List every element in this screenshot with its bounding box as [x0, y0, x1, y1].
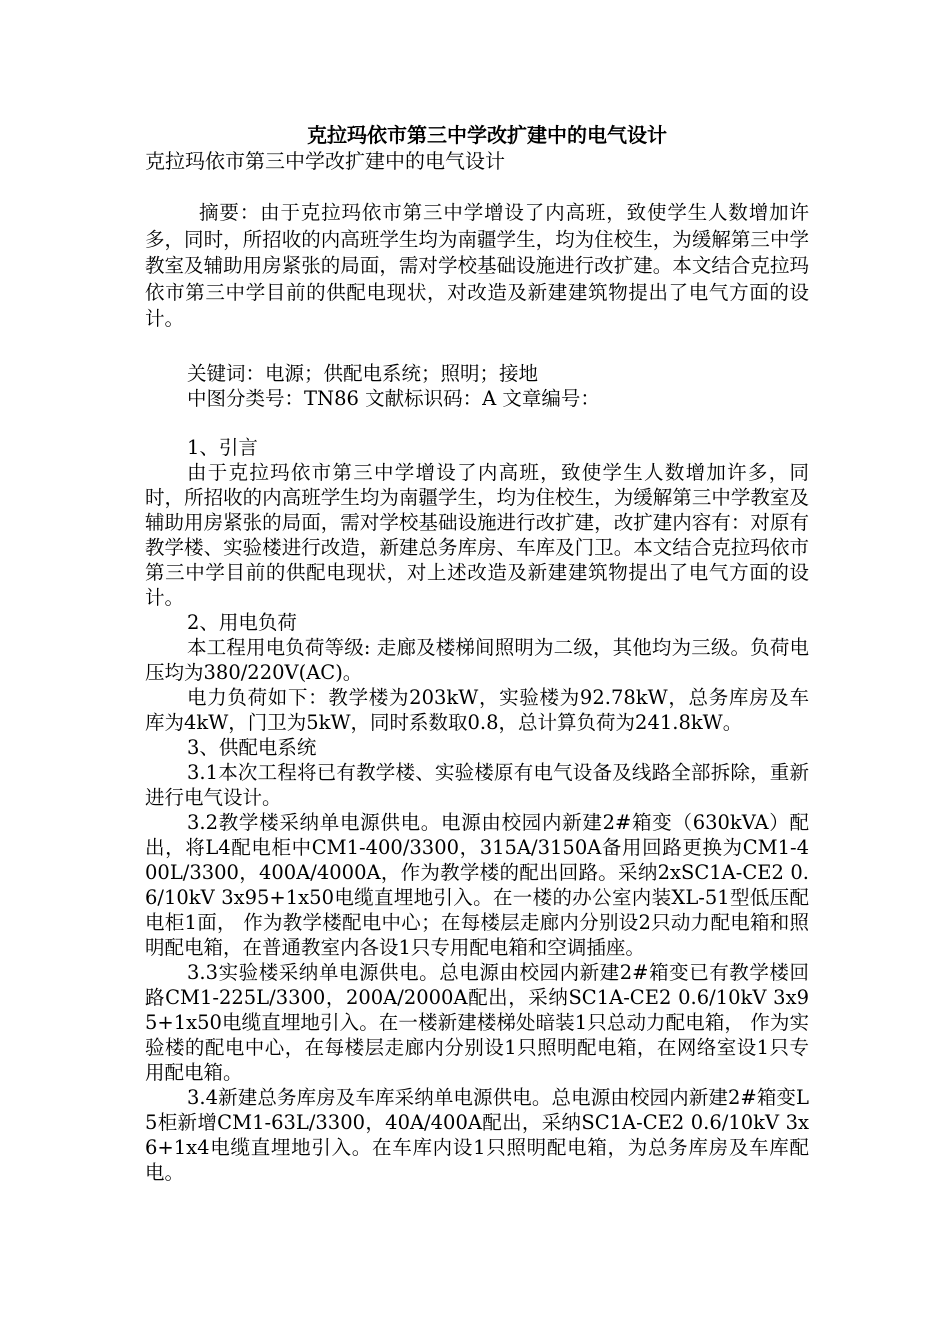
section-1-paragraph: 由于克拉玛依市第三中学增设了内高班，致使学生人数增加许多，同时，所招收的内高班学生均为南疆学生，均为住校生，为缓解第三中学教室及辅助用房紧张的局面，需对学校基础设施进行改扩建，改扩建内容有：对原有教学楼、实验楼进行改造，新建总务库房、车库及门卫。本文结合克拉玛依市第三中学目前的供配电现状，对上述改造及新建建筑物提出了电气方面的设计。 — [145, 460, 809, 609]
abstract-paragraph: 摘要：由于克拉玛依市第三中学增设了内高班，致使学生人数增加许多，同时，所招收的内高班学生均为南疆学生，均为住校生，为缓解第三中学教室及辅助用房紧张的局面，需对学校基础设施进行改扩建。本文结合克拉玛依市第三中学目前的供配电现状，对改造及新建建筑物提出了电气方面的设计。 — [145, 201, 809, 330]
section-1-heading: 1、引言 — [187, 435, 258, 459]
section-3-heading: 3、供配电系统 — [187, 735, 317, 759]
document-body — [145, 122, 809, 1185]
section-2-paragraph-2: 电力负荷如下：教学楼为203kW，实验楼为92.78kW，总务库房及车库为4kW，门卫为5kW，同时系数取0.8，总计算负荷为241.8kW。 — [145, 685, 809, 734]
section-2-paragraph-1: 本工程用电负荷等级: 走廊及楼梯间照明为二级，其他均为三级。负荷电压均为380/220V(AC)。 — [145, 635, 809, 684]
section-2-heading: 2、用电负荷 — [187, 610, 297, 634]
section-3-2-paragraph: 3.2教学楼采纳单电源供电。电源由校园内新建2#箱变（630kVA）配出，将L4配电柜中CM1-400/3300，315A/3150A备用回路更换为CM1-400L/3300，400A/4000A，作为教学楼的配出回路。采纳2xSC1A-CE2 0.6/10kV 3x95+1x50电缆直埋地引入。在一楼的办公室内装XL-51型低压配电柜1面， 作为教学楼配电中心；在每楼层走廊内分别设2只动力配电箱和照明配电箱，在普通教室内各设1只专用配电箱和空调插座。 — [145, 810, 809, 959]
section-3-3-paragraph: 3.3实验楼采纳单电源供电。总电源由校园内新建2#箱变已有教学楼回路CM1-225L/3300，200A/2000A配出，采纳SC1A-CE2 0.6/10kV 3x95+1x50电缆直埋地引入。在一楼新建楼梯处暗装1只总动力配电箱， 作为实验楼的配电中心，在每楼层走廊内分别设1只照明配电箱，在网络室设1只专用配电箱。 — [145, 960, 809, 1084]
section-3-4-paragraph: 3.4新建总务库房及车库采纳单电源供电。总电源由校园内新建2#箱变L5柜新增CM1-63L/3300，40A/400A配出，采纳SC1A-CE2 0.6/10kV 3x6+1x4电缆直埋地引入。在车库内设1只照明配电箱，为总务库房及车库配电。 — [145, 1085, 809, 1184]
keywords-block — [145, 361, 809, 411]
document-title: 克拉玛依市第三中学改扩建中的电气设计 — [307, 123, 667, 147]
classification-line: 中图分类号：TN86 文献标识码：A 文章编号： — [187, 386, 600, 410]
spacer — [145, 411, 809, 435]
section-3-1-paragraph: 3.1本次工程将已有教学楼、实验楼原有电气设备及线路全部拆除，重新进行电气设计。 — [145, 760, 809, 809]
keywords-line: 关键词：电源；供配电系统；照明；接地 — [187, 361, 539, 385]
document-subtitle: 克拉玛依市第三中学改扩建中的电气设计 — [145, 149, 505, 173]
